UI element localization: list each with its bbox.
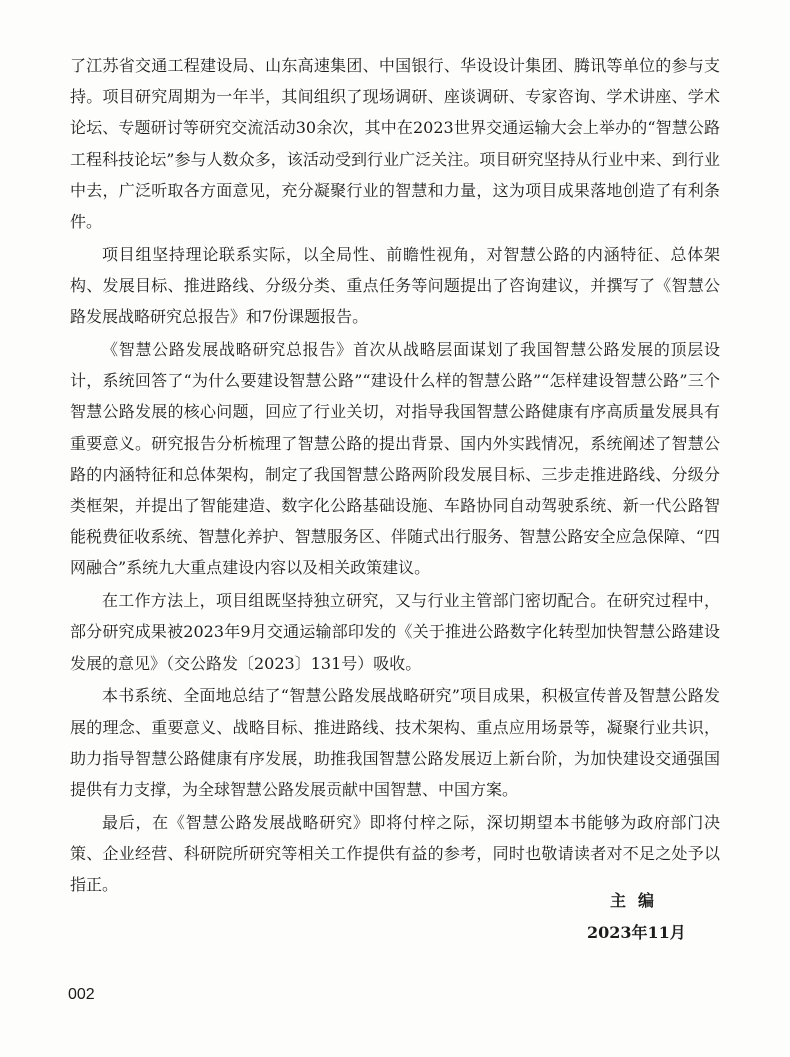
paragraph-project-approach: 项目组坚持理论联系实际，以全局性、前瞻性视角，对智慧公路的内涵特征、总体架构、发展目标、推进路线、分级分类、重点任务等问题提出了咨询建议，并撰写了《智慧公路发展战略研究总报告》和7份课题报告。 bbox=[70, 244, 720, 327]
page-number: 002 bbox=[68, 986, 95, 1003]
paragraph-continuation: 了江苏省交通工程建设局、山东高速集团、中国银行、华设设计集团、腾讯等单位的参与支持。项目研究周期为一年半，其间组织了现场调研、座谈调研、专家咨询、学术讲座、学术论坛、专题研讨等研究交流活动30余次，其中在2023世界交通运输大会上举办的“智慧公路工程科技论坛”参与人数众多，该活动受到行业广泛关注。项目研究坚持从行业中来、到行业中去，广泛听取各方面意见，充分凝聚行业的智慧和力量，这为项目成果落地创造了有利条件。 bbox=[70, 56, 720, 232]
signature-role: 主编 bbox=[610, 891, 667, 910]
paragraph-general-report: 《智慧公路发展战略研究总报告》首次从战略层面谋划了我国智慧公路发展的顶层设计，系统回答了“为什么要建设智慧公路”“建设什么样的智慧公路”“怎样建设智慧公路”三个智慧公路发展的核心问题，回应了行业关切，对指导我国智慧公路健康有序高质量发展具有重要意义。研究报告分析梳理了智慧公路的提出背景、国内外实践情况，系统阐述了智慧公路的内涵特征和总体架构，制定了我国智慧公路两阶段发展目标、三步走推进路线、分级分类框架，并提出了智能建造、数字化公路基础设施、车路协同自动驾驶系统、新一代公路智能税费征收系统、智慧化养护、智慧服务区、伴随式出行服务、智慧公路安全应急保障、“四网融合”系统九大重点建设内容以及相关政策建议。 bbox=[70, 340, 720, 578]
paragraph-closing: 最后，在《智慧公路发展战略研究》即将付梓之际，深切期望本书能够为政府部门决策、企业经营、科研院所研究等相关工作提供有益的参考，同时也敬请读者对不足之处予以指正。 bbox=[70, 812, 720, 895]
paragraph-working-method: 在工作方法上，项目组既坚持独立研究，又与行业主管部门密切配合。在研究过程中，部分研究成果被2023年9月交通运输部印发的《关于推进公路数字化转型加快智慧公路建设发展的意见》（交公路发〔2023〕131号）吸收。 bbox=[70, 591, 720, 673]
body-text bbox=[70, 50, 720, 902]
signature-date: 2023年11月 bbox=[587, 923, 686, 942]
paragraph-book-summary: 本书系统、全面地总结了“智慧公路发展战略研究”项目成果，积极宣传普及智慧公路发展的理念、重要意义、战略目标、推进路线、技术架构、重点应用场景等，凝聚行业共识，助力指导智慧公路健康有序发展，助推我国智慧公路发展迈上新台阶，为加快建设交通强国提供有力支撑，为全球智慧公路发展贡献中国智慧、中国方案。 bbox=[70, 686, 720, 800]
